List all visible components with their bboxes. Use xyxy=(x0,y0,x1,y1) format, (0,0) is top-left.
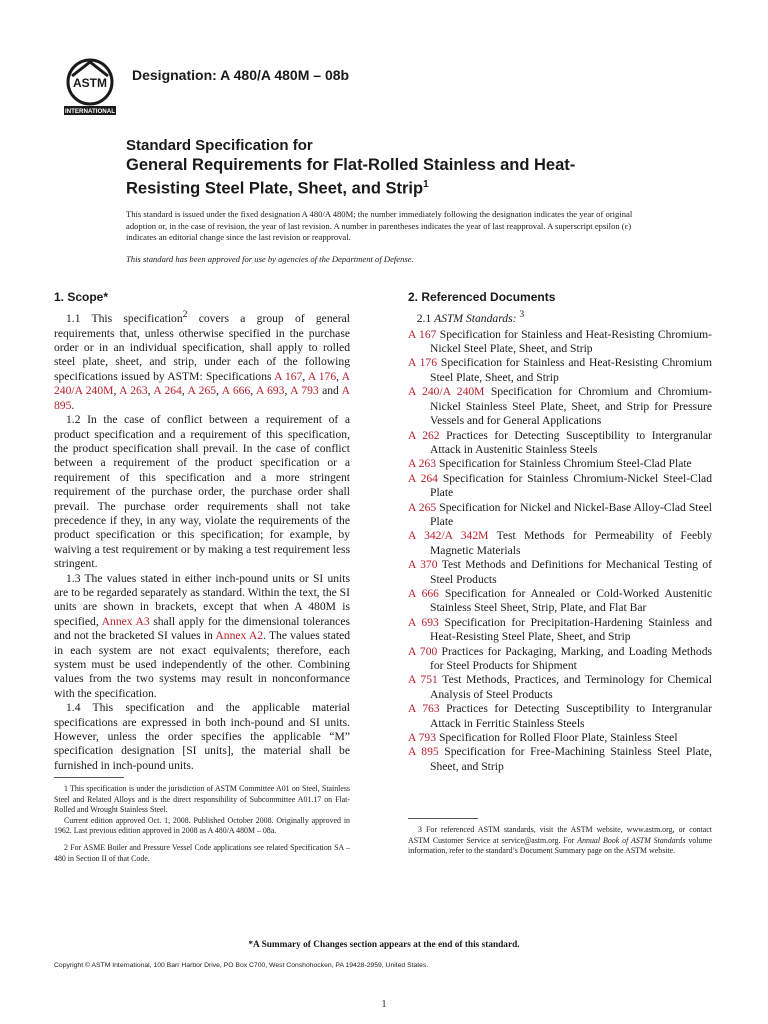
spec-link[interactable]: A 895 xyxy=(54,384,350,412)
reference-item xyxy=(408,501,712,530)
spec-link[interactable]: A 265 xyxy=(187,384,217,398)
reference-title: Specification for Free-Machining Stainless Steel Plate, Sheet, and Strip xyxy=(430,745,712,773)
reference-code-link[interactable]: A 700 xyxy=(408,644,438,658)
scope-section xyxy=(54,290,350,773)
reference-title: Test Methods and Definitions for Mechanical Testing of Steel Products xyxy=(430,558,712,586)
title-line-1: Standard Specification for xyxy=(126,137,313,154)
reference-code-link[interactable]: A 262 xyxy=(408,428,440,442)
reference-code-link[interactable]: A 264 xyxy=(408,471,438,485)
reference-title: Specification for Stainless Chromium-Nickel Steel-Clad Plate xyxy=(430,471,713,500)
astm-standards-subhead: 2.1 ASTM Standards: $^3$ xyxy=(416,309,525,326)
designation: Designation: A 480/A 480M – 08b xyxy=(132,67,350,83)
reference-title: Practices for Detecting Susceptibility to Intergranular Attack in Ferritic Stainless Steels xyxy=(430,702,712,730)
and-word: and xyxy=(322,384,339,398)
referenced-documents-heading: 2. Referenced Documents xyxy=(408,290,556,304)
spec-link[interactable]: A 666 xyxy=(221,384,251,398)
reference-item xyxy=(408,673,712,702)
reference-code-link[interactable]: A 342/A 342M xyxy=(408,529,489,543)
reference-item xyxy=(408,356,712,385)
reference-title: Specification for Chromium and Chromium-Nickel Stainless Steel Plate, Sheet, and Strip for Pressure Vessels and for General Applications xyxy=(430,385,713,428)
reference-list xyxy=(408,328,712,775)
annex-a2-link[interactable]: Annex A2 xyxy=(215,629,264,643)
scope-para-1-3: 1.3 The values stated in either inch-pound units or SI units are to be regarded separately as standard. Within the text, the SI units are shown in brackets, except that when A 480M is specified, Annex A3 shall apply for the dimensional tolerances and not the bracketed SI values in Annex A2. The values stated in each system are not exact equivalents; therefore, each system must be used independently of the other. Combining values from the two systems may result in nonconformance with the specification. xyxy=(54,571,351,700)
reference-code-link[interactable]: A 370 xyxy=(408,558,438,572)
reference-title: Specification for Stainless Chromium Steel-Clad Plate xyxy=(438,457,692,471)
reference-code-link[interactable]: A 895 xyxy=(408,745,439,759)
reference-item xyxy=(408,645,712,674)
spec-link[interactable]: A 167 xyxy=(274,369,303,383)
scope-heading: 1. Scope* xyxy=(54,290,109,304)
dod-notice: This standard has been approved for use by agencies of the Department of Defense. xyxy=(126,254,414,264)
reference-code-link[interactable]: A 265 xyxy=(408,500,437,514)
astm-logo xyxy=(58,54,122,118)
footnote-rule xyxy=(408,818,478,819)
spec-link[interactable]: A 793 xyxy=(290,384,319,398)
footnote-2: 2 For ASME Boiler and Pressure Vessel Code applications see related Specification SA – 480 in Section II of that Code. xyxy=(54,842,350,863)
reference-item xyxy=(408,457,712,471)
logo-text: ASTM xyxy=(73,76,107,90)
reference-code-link[interactable]: A 176 xyxy=(408,356,437,370)
title-footnote-ref[interactable]: 1 xyxy=(423,179,429,190)
reference-code-link[interactable]: A 263 xyxy=(408,457,437,471)
reference-code-link[interactable]: A 240/A 240M xyxy=(408,385,485,399)
reference-code-link[interactable]: A 167 xyxy=(408,327,437,341)
reference-title: Specification for Annealed or Cold-Worked Austenitic Stainless Steel Sheet, Strip, Plate, and Flat Bar xyxy=(430,586,712,615)
footnote-2-ref[interactable]: 2 xyxy=(182,309,188,321)
reference-item xyxy=(408,529,712,558)
reference-code-link[interactable]: A 751 xyxy=(408,673,438,687)
reference-code-link[interactable]: A 763 xyxy=(408,702,440,716)
spec-link[interactable]: A 240/A 240M xyxy=(54,369,350,398)
reference-title: Test Methods for Permeability of Feebly Magnetic Materials xyxy=(430,529,712,557)
reference-title: Specification for Rolled Floor Plate, Stainless Steel xyxy=(438,731,678,745)
reference-code-link[interactable]: A 693 xyxy=(408,615,439,629)
page-number: 1 xyxy=(381,999,387,1010)
referenced-documents-section xyxy=(408,290,712,774)
scope-para-1-2: 1.2 In the case of conflict between a requirement of a product specification and a requirement of this specification, the product specification shall prevail. In the case of conflict between a requirement of the product specification or a requirement of this specification and a more stringent requirement of the purchase order, the purchase order shall prevail. The purchase order requirements shall not take precedence if they, in any way, violate the requirements of the product specification or this specification; for example, by waiving a test requirement or by making a test requirement less stringent. xyxy=(54,413,350,571)
footnote-1-edition: Current edition approved Oct. 1, 2008. Published October 2008. Originally approved in 1962. Last previous edition approved in 2008 as A 480/A 480M – 08a. xyxy=(54,815,350,836)
title-line-3: Resisting Steel Plate, Sheet, and Strip xyxy=(126,179,424,198)
spec-link[interactable]: A 176 xyxy=(307,369,337,383)
spec-link[interactable]: A 263 xyxy=(119,384,148,398)
reference-item xyxy=(408,731,712,745)
footnote-3-ref[interactable]: 3 xyxy=(519,309,525,321)
spec-link[interactable]: A 264 xyxy=(153,384,182,398)
copyright: Copyright © ASTM International, 100 Barr Harbor Drive, PO Box C700, West Conshohocken, PA 19428-2959, United States. xyxy=(54,962,429,969)
footnote-1: 1 This specification is under the jurisdiction of ASTM Committee A01 on Steel, Stainless Steel and Related Alloys and is the direct responsibility of Subcommittee A01.17 on Flat-Rolled and Wrought Stainless Steel. xyxy=(54,784,350,815)
reference-title: Test Methods, Practices, and Terminology for Chemical Analysis of Steel Products xyxy=(430,673,712,701)
footnotes-left xyxy=(54,777,350,864)
reference-item xyxy=(408,472,712,501)
reference-title: Specification for Stainless and Heat-Resisting Chromium Steel Plate, Sheet, and Strip xyxy=(430,356,712,384)
reference-title: Specification for Precipitation-Hardening Stainless and Heat-Resisting Steel Plate, Sheet, and Strip xyxy=(430,615,712,644)
reference-item xyxy=(408,745,712,774)
scope-para-1-4: 1.4 This specification and the applicable material specifications are expressed in both inch-pound and SI units. However, unless the order specifies the applicable “M” specification designation [SI units], the material shall be furnished in inch-pound units. xyxy=(54,701,350,772)
title-line-2: General Requirements for Flat-Rolled Stainless and Heat- xyxy=(126,156,576,174)
document-title xyxy=(126,136,646,199)
spec-link[interactable]: A 693 xyxy=(255,384,285,398)
footnotes-right xyxy=(408,818,712,857)
summary-of-changes-note: *A Summary of Changes section appears at the end of this standard. xyxy=(248,940,520,950)
reference-code-link[interactable]: A 793 xyxy=(408,731,437,745)
issuance-notice: This standard is issued under the fixed designation A 480/A 480M; the number immediately following the designation indicates the year of original adoption or, in the case of revision, the year of last revision. A number in parentheses indicates the year of last reapproval. A superscript epsilon (ε) indicates an editorial change since the last revision or reapproval. xyxy=(126,209,633,243)
footnote-rule xyxy=(54,777,124,778)
reference-item xyxy=(408,558,712,587)
footnote-3: 3 For referenced ASTM standards, visit the ASTM website, www.astm.org, or contact ASTM Customer Service at service@astm.org. For Annual Book of ASTM Standards volume information, refer to the standard’s Document Summary page on the ASTM website. xyxy=(408,825,712,856)
reference-item xyxy=(408,702,712,731)
reference-title: Practices for Detecting Susceptibility to Intergranular Attack in Austenitic Stainless Steels xyxy=(430,428,712,456)
reference-item xyxy=(408,385,712,428)
reference-title: Practices for Packaging, Marking, and Loading Methods for Steel Products for Shipment xyxy=(430,644,713,673)
logo-international-text: INTERNATIONAL xyxy=(64,108,116,115)
reference-title: Specification for Nickel and Nickel-Base Alloy-Clad Steel Plate xyxy=(430,500,713,528)
reference-item xyxy=(408,616,712,645)
reference-code-link[interactable]: A 666 xyxy=(408,586,439,600)
annex-a3-link[interactable]: Annex A3 xyxy=(101,614,150,628)
reference-item xyxy=(408,328,712,357)
scope-para-1-1: 1.1 This specification$^2$ covers a group of general requirements that, unless otherwise specified in the purchase order or in an individual specification, shall apply to rolled steel plate, sheet, and strip, under each of the following specifications issued by ASTM: Specifications A 167, A 176, A 240/A 240M, A 263, A 264, A 265, A 666, A 693, A 793 and A 895. xyxy=(54,309,350,412)
reference-item xyxy=(408,587,712,616)
spec-links: A 167, A 176, A 240/A 240M, A 263, A 264, A 265, A 666, A 693, A 793 and A 895. xyxy=(54,369,350,412)
reference-title: Specification for Stainless and Heat-Resisting Chromium-Nickel Steel Plate, Sheet, and Strip xyxy=(430,327,712,356)
reference-item xyxy=(408,429,712,458)
